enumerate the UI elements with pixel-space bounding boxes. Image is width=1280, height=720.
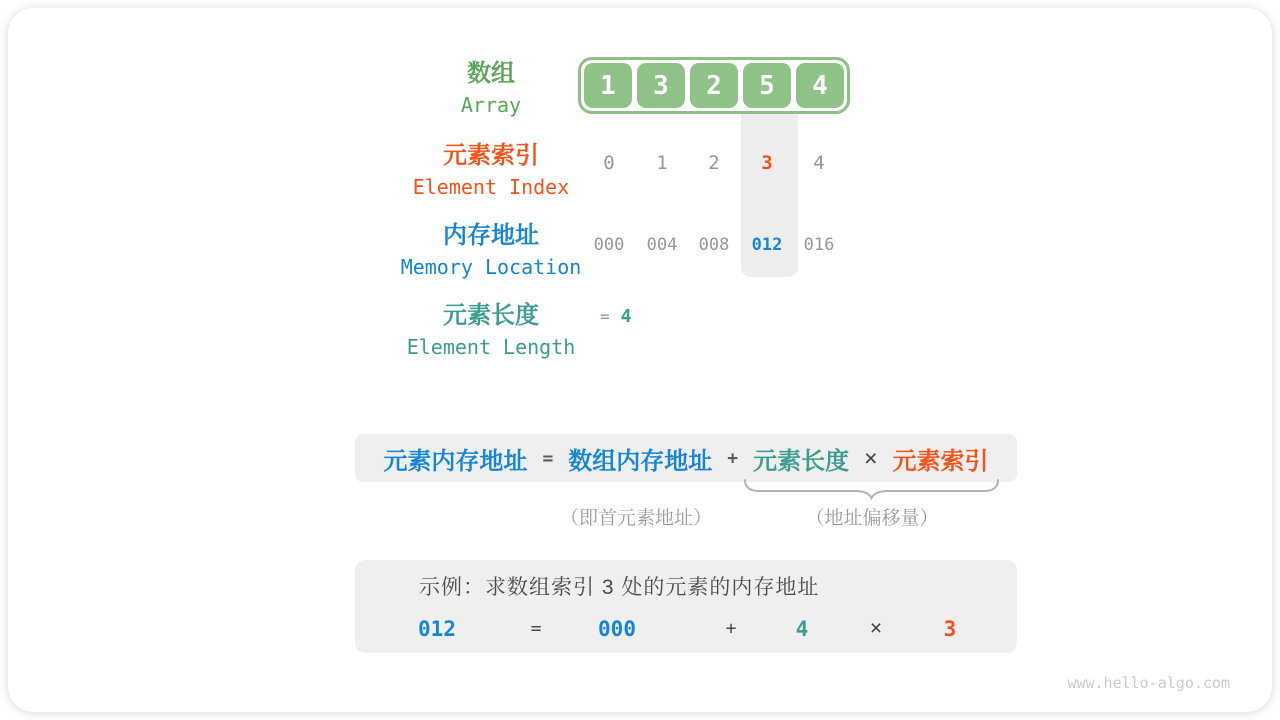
equals-sign: = <box>600 306 610 326</box>
index-value: 4 <box>813 152 825 174</box>
watermark: www.hello-algo.com <box>1067 674 1230 692</box>
index-value: 1 <box>656 152 668 174</box>
memory-value: 004 <box>646 235 678 255</box>
formula-equals-sign: = <box>542 447 554 469</box>
formula-base-term: 数组内存地址 <box>568 447 713 475</box>
label-element-index-zh: 元素索引 <box>443 142 539 169</box>
memory-value: 016 <box>803 235 835 255</box>
memory-value: 008 <box>698 235 730 255</box>
example-title: 示例：求数组索引 3 处的元素的内存地址 <box>419 576 820 599</box>
underbrace <box>743 478 1000 500</box>
memory-value: 000 <box>593 235 625 255</box>
label-memory-location-zh: 内存地址 <box>443 222 539 249</box>
label-array-zh: 数组 <box>467 60 515 87</box>
array-container <box>578 57 850 114</box>
example-plus-sign: + <box>725 618 737 639</box>
label-element-index <box>383 140 599 202</box>
label-element-length <box>383 300 599 362</box>
index-value-highlighted: 3 <box>761 152 773 174</box>
annotation-offset: （地址偏移量） <box>805 508 939 529</box>
label-memory-location-en: Memory Location <box>400 255 582 279</box>
example-base: 000 <box>598 617 636 641</box>
example-equals-sign: = <box>530 618 542 639</box>
array-cell: 1 <box>584 63 632 108</box>
example-index: 3 <box>943 617 957 641</box>
index-value: 0 <box>603 152 615 174</box>
array-cell: 5 <box>743 63 791 108</box>
element-length-value <box>600 303 631 329</box>
index-value: 2 <box>708 152 720 174</box>
formula-length-term: 元素长度 <box>753 447 850 475</box>
array-cell: 4 <box>796 63 844 108</box>
label-element-length-zh: 元素长度 <box>443 302 539 329</box>
label-array-en: Array <box>460 93 522 117</box>
formula-index-term: 元素索引 <box>892 447 989 475</box>
memory-value-highlighted: 012 <box>751 235 783 255</box>
example-length: 4 <box>795 617 809 641</box>
example-times-sign: × <box>869 617 883 640</box>
label-array <box>383 58 599 120</box>
example-result: 012 <box>418 617 456 641</box>
length-value: 4 <box>620 305 632 327</box>
array-cell: 3 <box>637 63 685 108</box>
label-element-length-en: Element Length <box>406 335 576 359</box>
example-box <box>355 560 1017 653</box>
array-cell: 2 <box>690 63 738 108</box>
label-element-index-en: Element Index <box>412 175 570 199</box>
formula-times-sign: × <box>864 444 878 471</box>
formula-result-term: 元素内存地址 <box>383 447 528 475</box>
annotation-base-address: （即首元素地址） <box>559 508 712 529</box>
formula-box <box>355 434 1017 482</box>
formula-plus-sign: + <box>727 447 739 469</box>
label-memory-location <box>383 220 599 282</box>
diagram-card <box>8 8 1272 712</box>
